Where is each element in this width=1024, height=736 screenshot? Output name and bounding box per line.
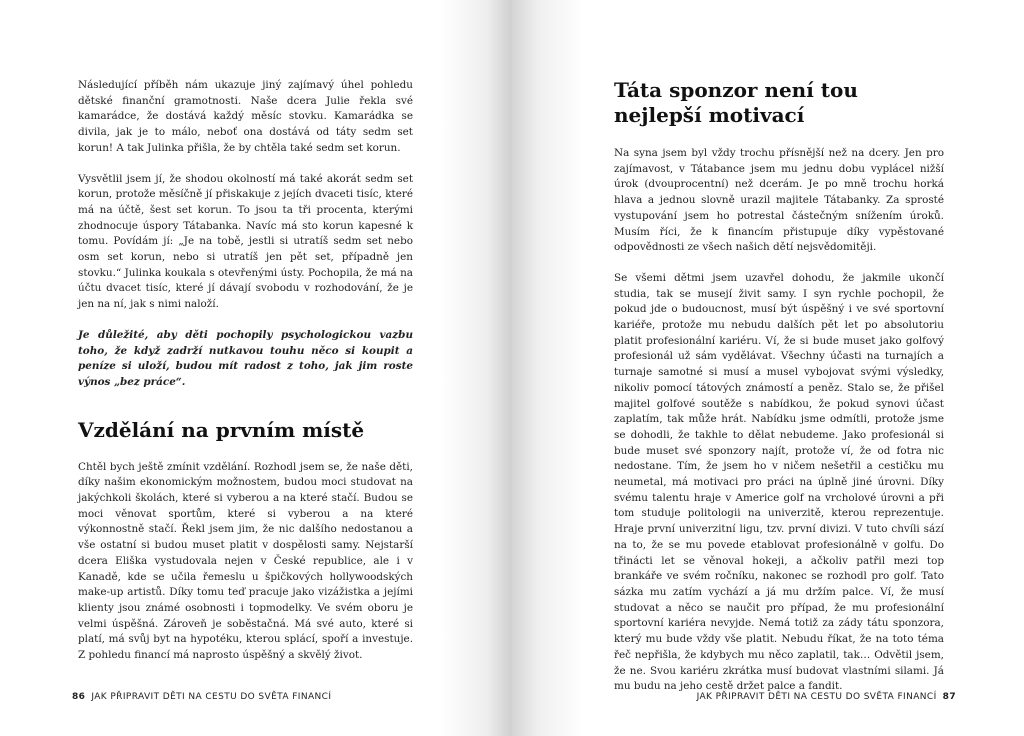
running-head: JAK PŘIPRAVIT DĚTI NA CESTU DO SVĚTA FINANCÍ [91, 692, 332, 702]
body-paragraph: Vysvětlil jsem jí, že shodou okolností má také akorát sedm set korun, protože měsíčně jí přiskakuje z jejích dvaceti tisíc, které má na účtě, šest set korun. To jsou ta tři procenta, kterými zhodnocuje úspory Tátabanka. Navíc má sto korun kapesné k tomu. Povídám jí: „Je na tobě, jestli si utratíš sedm set nebo osm set korun, nebo si utratíš jen pět set, případně jen stovku.“ Julinka koukala s otevřenými ústy. Pochopila, že má na účtu dvacet tisíc, které jí dávají svobodu v rozhodování, že je jen na ní, jak s nimi naloží. [78, 172, 413, 311]
page-number: 87 [942, 692, 956, 702]
body-paragraph: Se všemi dětmi jsem uzavřel dohodu, že jakmile ukončí studia, tak se musejí živit samy. I syn rychle pochopil, že pokud jde o budoucnost, musí být úspěšný i ve své sportovní kariéře, protože mu nebudu dalších pět let po absolutoriu platit profesionální kariéru. Ví, že si bude muset jako golfový profesionál už sám vydělávat. Všechny účasti na turnajích a turnaje samotné si musí a musel vybojovat svými výsledky, nikoliv pomocí tátových známostí a peněz. Stalo se, že přišel majitel golfové soutěže s nabídkou, že pokud synovi účast zaplatím, tak může hrát. Nabídku jsme odmítli, protože jsme se dohodli, že takhle to dělat nebudeme. Jako profesionál si bude muset své sponzory najít, protože ví, že od fotra nic nedostane. Tím, že jsem ho v ničem nešetřil a cestičku mu neumetal, má motivaci pro práci na úplně jiné úrovni. Díky svému talentu hraje v Americe golf na vrcholové úrovni a při tom studuje politologii na univerzitě, kterou reprezentuje. Hraje první univerzitní ligu, tzv. první divizi. V tuto chvíli sází na to, že se mu povede etablovat profesionálně v golfu. Do třinácti let se věnoval hokeji, a ačkoliv patřil mezi top brankáře ve svém ročníku, nakonec se rozhodl pro golf. Tato sázka mu zatím vychází a já mu držím palce. Ví, že musí studovat a něco se naučit pro případ, že mu profesionální sportovní kariéra nevyjde. Nemá totiž za zády tátu sponzora, který mu bude vždy vše platit. Nebudu říkat, že na toto téma řeč nepřišla, že kdybych mu něco zaplatil, tak… Odvětil jsem, že ne. Svou kariéru zkrátka musí budovat vlastními silami. Já mu budu na jeho cestě držet palce a fandit. [614, 271, 944, 693]
page-number: 86 [72, 692, 86, 702]
left-footer [72, 692, 331, 702]
body-paragraph: Na syna jsem byl vždy trochu přísnější než na dcery. Jen pro zajímavost, v Tátabance jsem mu jednu dobu vyplácel nižší úrok (dvouprocentní) než dcerám. Je po mně trochu horká hlava a jednou slovně urazil majitele Tátabanky. Za sprosté vystupování jsem ho potrestal částečným snížením úroků. Musím říci, že k financím přistupuje díky vypěstované odpovědnosti ze všech našich dětí nejsvědomitěji. [614, 147, 944, 254]
running-head: JAK PŘIPRAVIT DĚTI NA CESTU DO SVĚTA FINANCÍ [696, 692, 937, 702]
left-page-body [78, 78, 413, 664]
body-paragraph: Chtěl bych ještě zmínit vzdělání. Rozhodl jsem se, že naše děti, díky našim ekonomickým možnostem, budou moci studovat na jakýchkoli školách, které si vyberou a na které stačí. Budou se moci věnovat sportům, které si vyberou a na které výkonnostně stačí. Řekl jsem jim, že nic dalšího nedostanou a vše ostatní si budou muset platit v dospělosti samy. Nejstarší dcera Eliška vystudovala nejen v České republice, ale i v Kanadě, kde se učila řemeslu u špičkových hollywoodských make-up artistů. Díky tomu teď pracuje jako vizážistka a jejími klienty jsou známé osobnosti i topmodelky. Ve svém oboru je velmi úspěšná. Zároveň je soběstačná. Má své auto, které si platí, má svůj byt na hypotéku, kterou splácí, spoří a investuje. Z pohledu financí má naprosto úspěšný a skvělý život. [78, 460, 413, 662]
right-footer [697, 692, 956, 702]
right-page-body [614, 78, 944, 695]
section-heading: Táta sponzor není tou nejlepší motivací [614, 78, 858, 127]
emphasis-paragraph: Je důležité, aby děti pochopily psychologickou vazbu toho, že když zadrží nutkavou touhu něco si koupit a peníze si uloží, budou mít radost z toho, jak jim roste výnos „bez práce“. [78, 328, 413, 388]
section-heading: Vzdělání na prvním místě [78, 417, 365, 442]
body-paragraph: Následující příběh nám ukazuje jiný zajímavý úhel pohledu dětské finanční gramotnosti. Naše dcera Julie řekla své kamarádce, že dostává každý měsíc stovku. Kamarádka se divila, jak je to málo, neboť ona dostává od táty sedm set korun! A tak Julinka přišla, že by chtěla také sedm set korun. [78, 79, 413, 154]
